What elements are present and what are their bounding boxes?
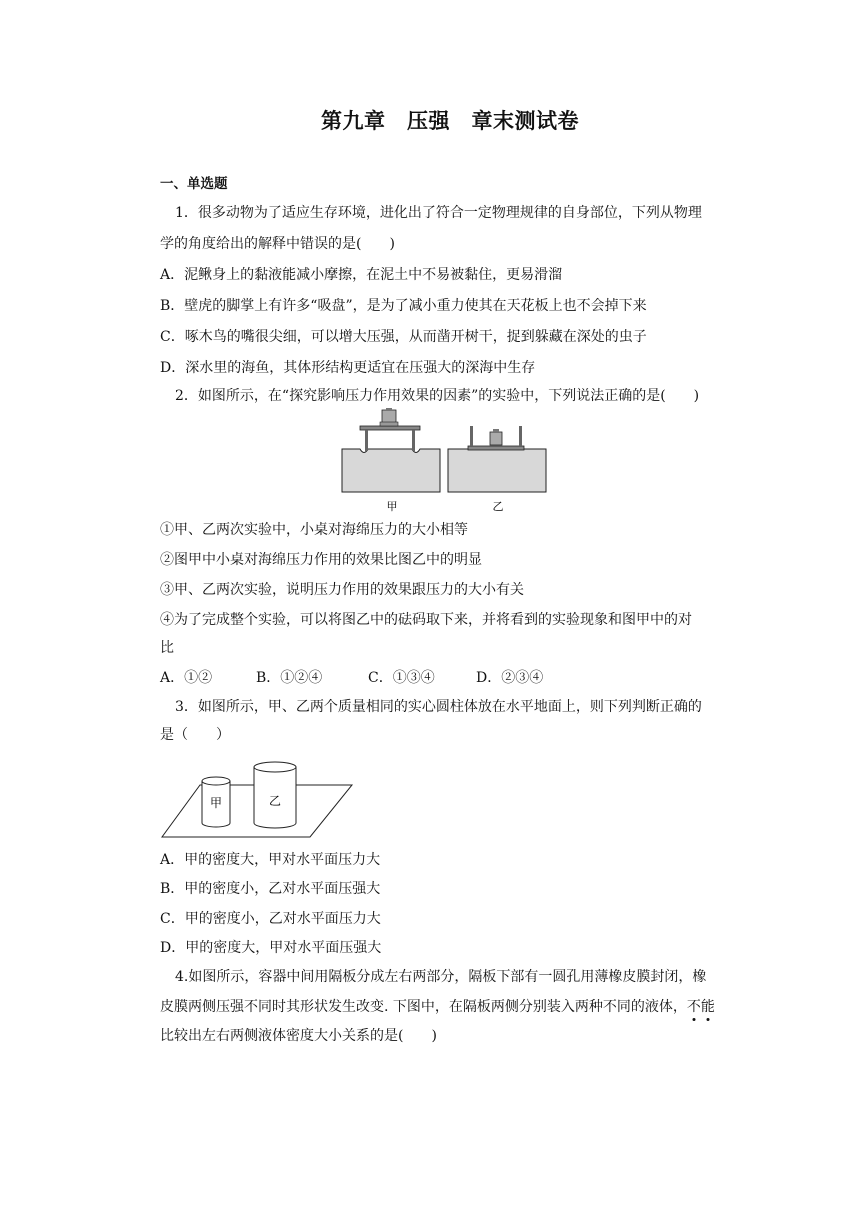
q1-stem-line2: 学的角度给出的解释中错误的是( ) bbox=[160, 236, 395, 252]
q4-stem-line2 bbox=[160, 997, 715, 1017]
cyl-label-jia: 甲 bbox=[209, 796, 223, 810]
q2-stem: 2．如图所示，在“探究影响压力作用效果的因素”的实验中，下列说法正确的是( ) bbox=[175, 388, 700, 404]
section-heading: 一、单选题 bbox=[160, 176, 228, 192]
q2-statement-1: ①甲、乙两次实验中，小桌对海绵压力的大小相等 bbox=[160, 522, 468, 538]
q1-option-a: A．泥鳅身上的黏液能减小摩擦，在泥土中不易被黏住，更易滑溜 bbox=[160, 267, 563, 283]
q4-emphasis-bu: 不 bbox=[686, 999, 701, 1015]
q2-figure bbox=[340, 408, 550, 518]
q2-option-a: A．①② bbox=[160, 670, 213, 686]
q2-option-d: D．②③④ bbox=[476, 670, 544, 686]
q3-option-a: A．甲的密度大，甲对水平面压力大 bbox=[160, 852, 381, 868]
q3-option-b: B．甲的密度小，乙对水平面压强大 bbox=[160, 881, 381, 897]
q2-option-c: C．①③④ bbox=[368, 670, 435, 686]
fig-label-jia: 甲 bbox=[386, 500, 398, 513]
q4-emphasis-neng: 能 bbox=[700, 999, 715, 1015]
fig-label-yi: 乙 bbox=[492, 500, 504, 513]
q2-statement-3: ③甲、乙两次实验，说明压力作用的效果跟压力的大小有关 bbox=[160, 582, 524, 598]
q2-statement-2: ②图甲中小桌对海绵压力作用的效果比图乙中的明显 bbox=[160, 552, 482, 568]
q3-stem-line2: 是（ ） bbox=[160, 727, 230, 743]
q2-option-b: B．①②④ bbox=[256, 670, 323, 686]
sponge-left-figure bbox=[342, 408, 440, 492]
q1-stem-line1: 1．很多动物为了适应生存环境，进化出了符合一定物理规律的自身部位，下列从物理 bbox=[175, 205, 702, 221]
q3-option-d: D．甲的密度大，甲对水平面压强大 bbox=[160, 940, 382, 956]
q3-figure bbox=[160, 755, 360, 840]
q4-stem-line3: 比较出左右两侧液体密度大小关系的是( ) bbox=[160, 1028, 437, 1044]
q1-option-c: C．啄木鸟的嘴很尖细，可以增大压强，从而凿开树干，捉到躲藏在深处的虫子 bbox=[160, 329, 647, 345]
q1-option-d: D．深水里的海鱼，其体形结构更适宜在压强大的深海中生存 bbox=[160, 360, 536, 376]
page-title: 第九章 压强 章末测试卷 bbox=[321, 109, 579, 133]
q2-options bbox=[160, 668, 543, 688]
q2-statement-4b: 比 bbox=[160, 640, 174, 656]
q3-option-c: C．甲的密度小，乙对水平面压力大 bbox=[160, 911, 381, 927]
q2-statement-4a: ④为了完成整个实验，可以将图乙中的砝码取下来，并将看到的实验现象和图甲中的对 bbox=[160, 612, 692, 628]
cyl-label-yi: 乙 bbox=[268, 794, 282, 808]
q4-stem-line1: 4.如图所示，容器中间用隔板分成左右两部分，隔板下部有一圆孔用薄橡皮膜封闭，橡 bbox=[175, 969, 707, 985]
q1-option-b: B．壁虎的脚掌上有许多“吸盘”，是为了减小重力使其在天花板上也不会掉下来 bbox=[160, 298, 647, 314]
q3-stem-line1: 3．如图所示，甲、乙两个质量相同的实心圆柱体放在水平地面上，则下列判断正确的 bbox=[175, 699, 702, 715]
sponge-right-figure bbox=[448, 426, 546, 492]
q4-line2-text: 皮膜两侧压强不同时其形状发生改变. 下图中，在隔板两侧分别装入两种不同的液体， bbox=[160, 999, 687, 1015]
